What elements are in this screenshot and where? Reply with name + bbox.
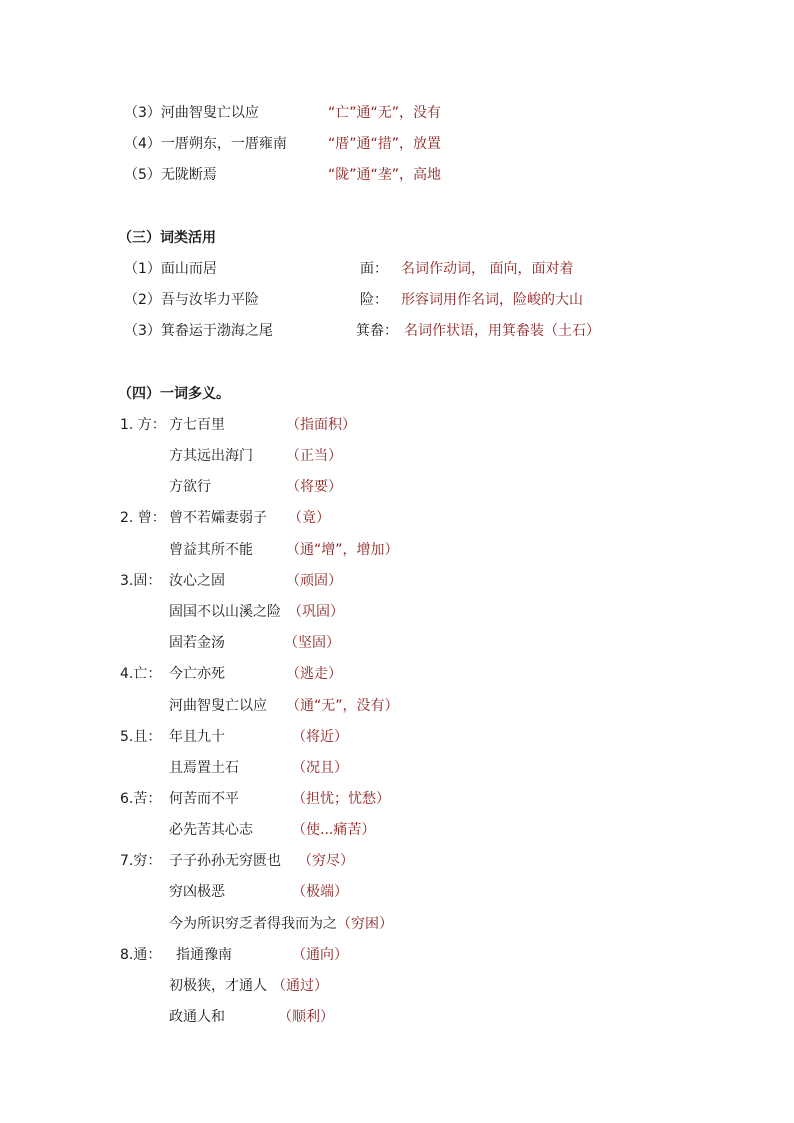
duoyi-src: 固若金汤	[169, 635, 225, 651]
duoyi-src: 初极狭，才通人	[169, 978, 267, 994]
duoyi-gloss: （顽固）	[286, 573, 342, 589]
duoyi-src: 政通人和	[169, 1009, 225, 1025]
duoyi-label: 4.亡：	[120, 666, 162, 682]
duoyi-gloss: （通过）	[272, 978, 328, 994]
duoyi-src: 方七百里	[169, 417, 225, 433]
cilei-word: 面：	[360, 261, 388, 277]
duoyi-src: 方其远出海门	[169, 448, 253, 464]
duoyi-gloss: （极端）	[292, 884, 348, 900]
tongjia-gloss: “亡”通“无”，没有	[328, 105, 442, 121]
duoyi-gloss: （通“无”，没有）	[286, 698, 399, 714]
tongjia-src: （4）一厝朔东，一厝雍南	[124, 136, 287, 152]
cilei-word: 险：	[360, 292, 388, 308]
duoyi-src: 且焉置土石	[169, 760, 239, 776]
duoyi-gloss: （坚固）	[284, 635, 340, 651]
duoyi-gloss: （通向）	[292, 947, 348, 963]
duoyi-label: 7.穷：	[120, 853, 162, 869]
duoyi-gloss: （使...痛苦）	[292, 822, 376, 838]
duoyi-gloss: （将近）	[292, 729, 348, 745]
duoyi-gloss: （穷困）	[337, 916, 393, 932]
duoyi-gloss: （正当）	[286, 448, 342, 464]
cilei-src: （1）面山而居	[124, 261, 217, 277]
tongjia-src: （5）无陇断焉	[124, 167, 217, 183]
tongjia-src: （3）河曲智叟亡以应	[124, 105, 259, 121]
cilei-gloss: 名词作状语，用箕畚装（土石）	[404, 323, 600, 339]
duoyi-src: 曾益其所不能	[169, 542, 253, 558]
duoyi-label: 5.且：	[120, 729, 162, 745]
cilei-src: （2）吾与汝毕力平险	[124, 292, 259, 308]
duoyi-gloss: （况且）	[292, 760, 348, 776]
duoyi-src: 方欲行	[169, 479, 211, 495]
tongjia-gloss: “厝”通“措”，放置	[328, 136, 442, 152]
duoyi-label: 8.通：	[120, 947, 162, 963]
duoyi-src: 何苦而不平	[169, 791, 239, 807]
duoyi-label: 3.固：	[120, 573, 162, 589]
section-heading-cilei: （三）词类活用	[118, 230, 216, 246]
section-heading-duoyi: （四）一词多义。	[118, 386, 230, 402]
cilei-src: （3）箕畚运于渤海之尾	[124, 323, 273, 339]
duoyi-src: 今亡亦死	[169, 666, 225, 682]
duoyi-src: 必先苦其心志	[169, 822, 253, 838]
duoyi-gloss: （逃走）	[286, 666, 342, 682]
duoyi-src: 今为所识穷乏者得我而为之	[169, 916, 337, 932]
duoyi-src: 汝心之固	[169, 573, 225, 589]
duoyi-src: 子子孙孙无穷匮也	[169, 853, 281, 869]
cilei-gloss: 名词作动词， 面向，面对着	[401, 261, 574, 277]
duoyi-label: 1. 方：	[120, 417, 166, 433]
duoyi-label: 6.苦：	[120, 791, 162, 807]
cilei-gloss: 形容词用作名词，险峻的大山	[401, 292, 583, 308]
duoyi-gloss: （巩固）	[288, 604, 344, 620]
duoyi-src: 河曲智叟亡以应	[169, 698, 267, 714]
duoyi-gloss: （竟）	[288, 510, 330, 526]
duoyi-src: 曾不若孀妻弱子	[169, 510, 267, 526]
duoyi-gloss: （将要）	[286, 479, 342, 495]
duoyi-gloss: （顺利）	[278, 1009, 334, 1025]
duoyi-src: 穷凶极恶	[169, 884, 225, 900]
duoyi-gloss: （通“增”，增加）	[286, 542, 399, 558]
duoyi-gloss: （担忧；忧愁）	[292, 791, 390, 807]
duoyi-src: 固国不以山溪之险	[169, 604, 281, 620]
tongjia-gloss: “陇”通“垄”，高地	[328, 167, 442, 183]
cilei-word: 箕畚：	[356, 323, 398, 339]
duoyi-gloss: （指面积）	[286, 417, 356, 433]
duoyi-src: 指通豫南	[176, 947, 232, 963]
duoyi-gloss: （穷尽）	[298, 853, 354, 869]
duoyi-src: 年且九十	[169, 729, 225, 745]
duoyi-label: 2. 曾：	[120, 510, 166, 526]
